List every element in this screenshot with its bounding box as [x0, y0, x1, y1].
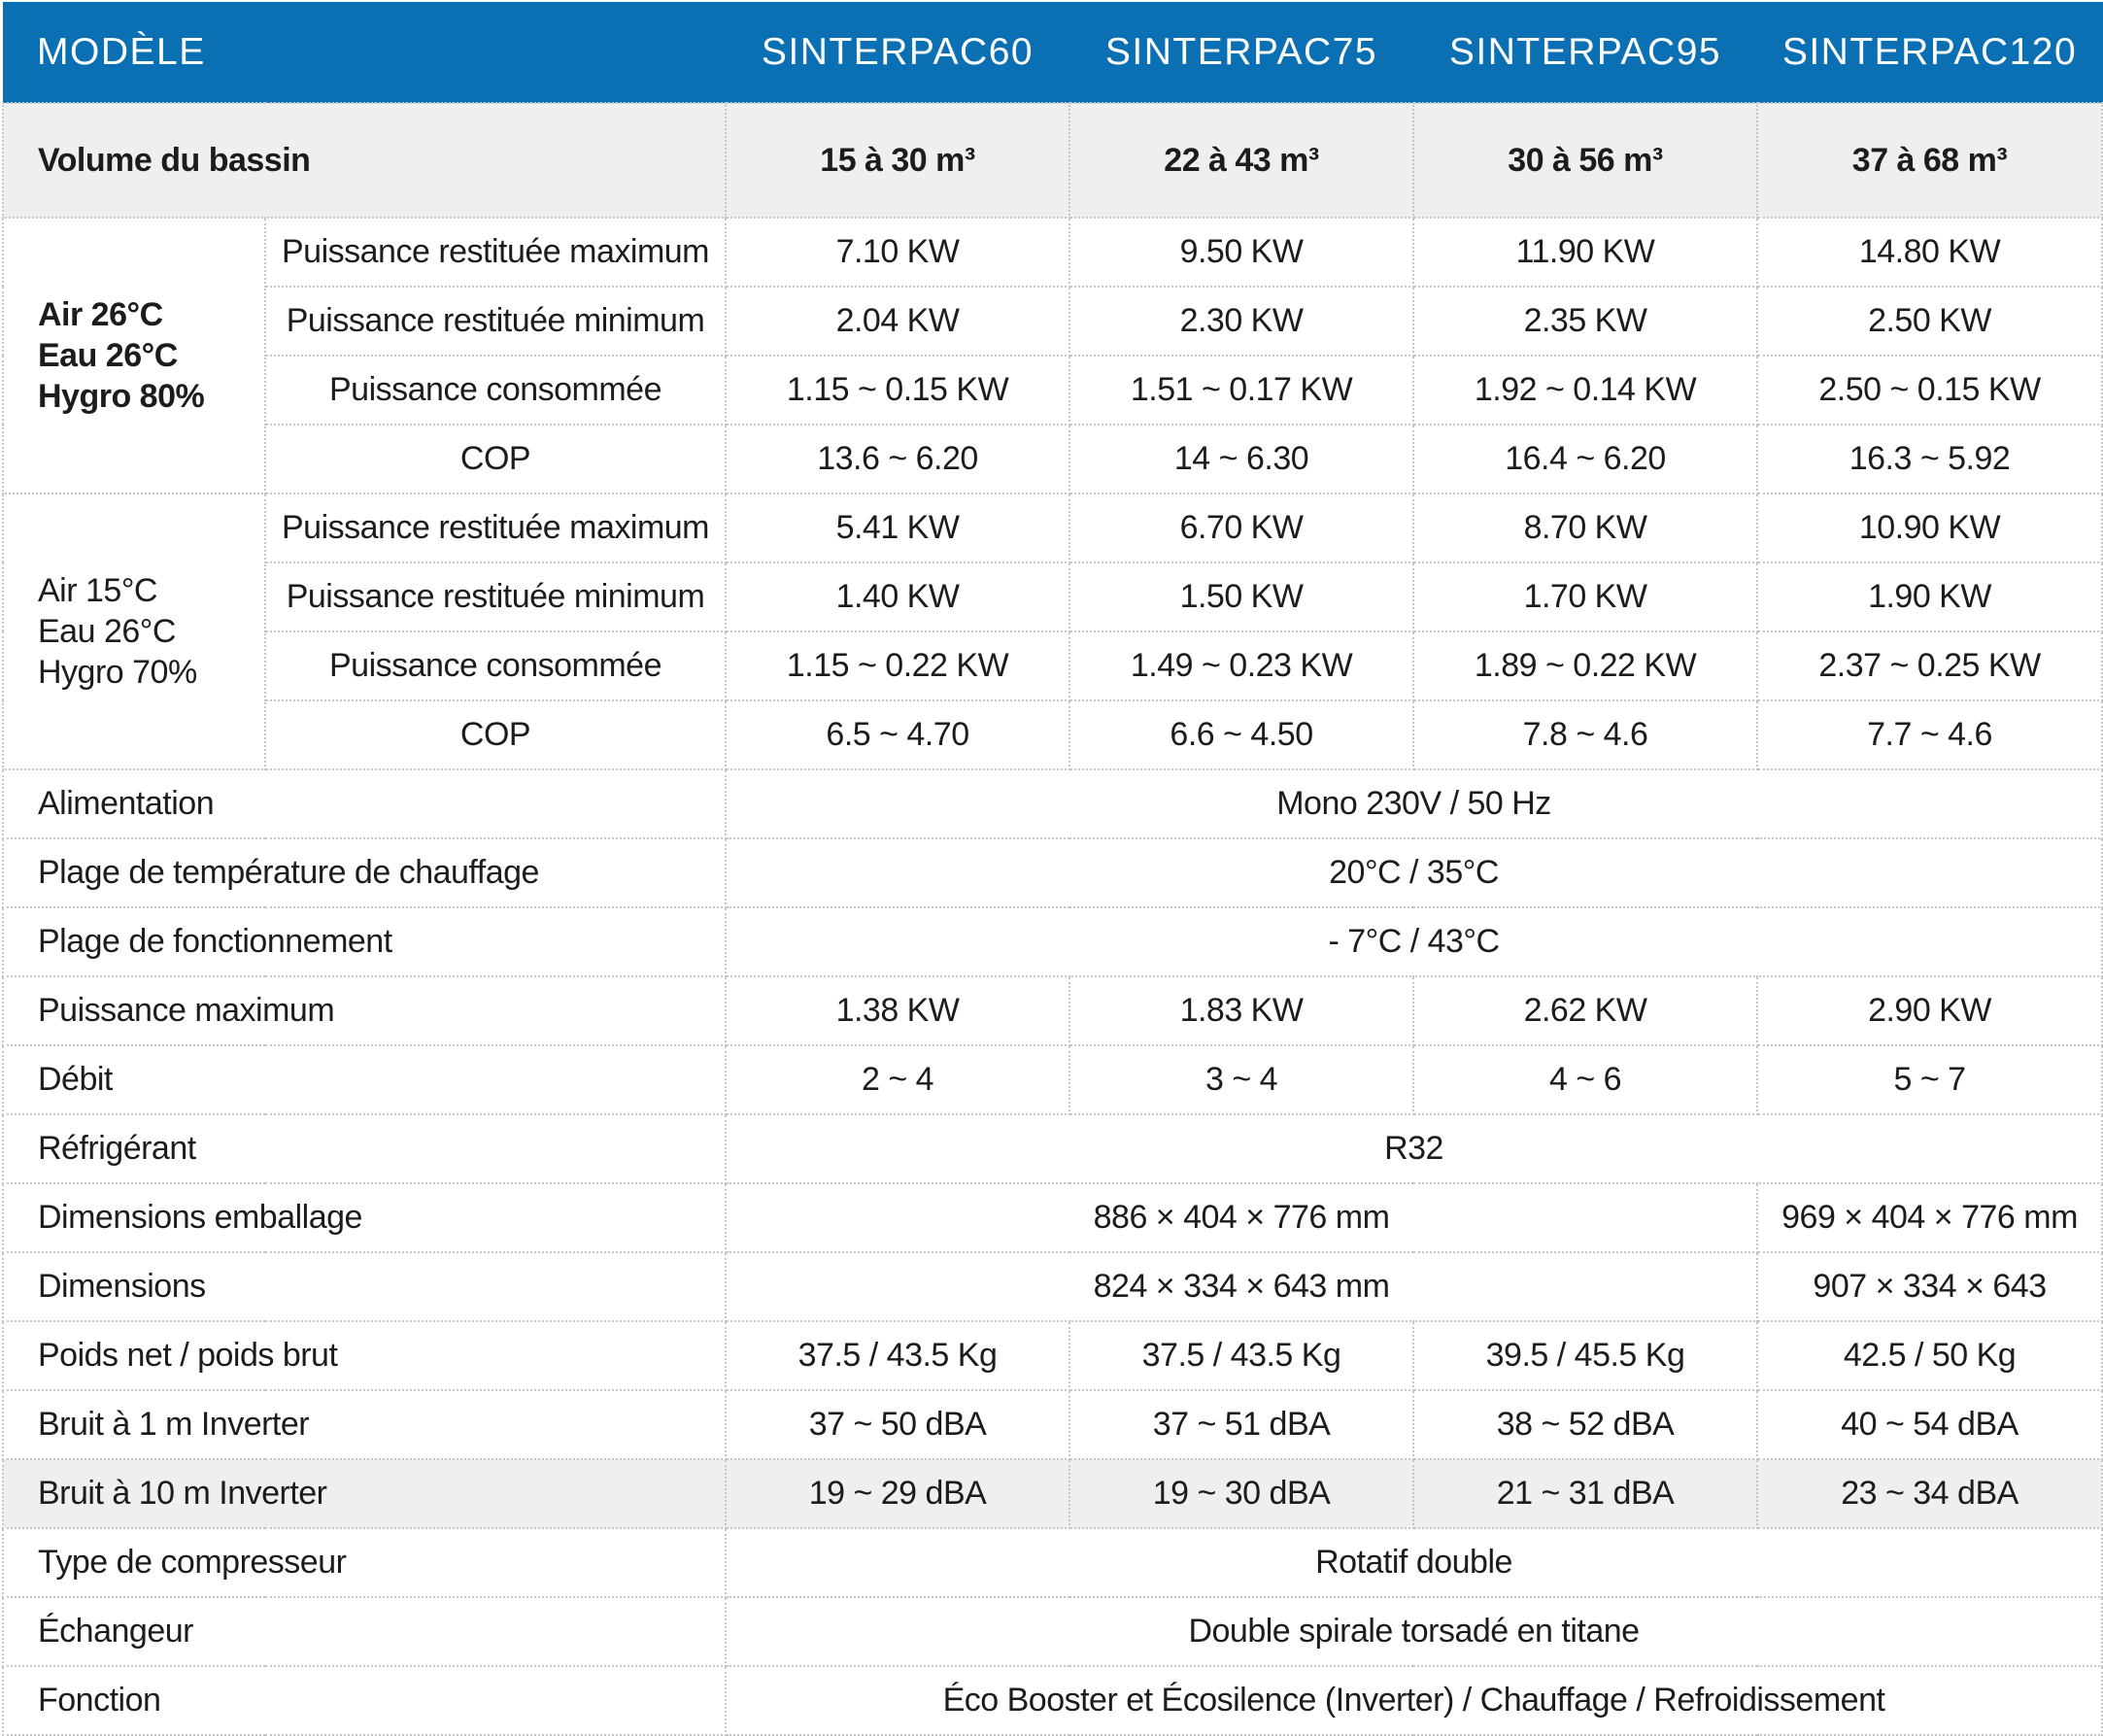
cell-value: Mono 230V / 50 Hz — [726, 769, 2102, 838]
row-label: Dimensions — [3, 1252, 726, 1321]
cell-value: 39.5 / 45.5 Kg — [1413, 1321, 1757, 1390]
cell-value: Double spirale torsadé en titane — [726, 1597, 2102, 1666]
table-header-row — [3, 2, 2102, 103]
cell-value: 37 ~ 50 dBA — [726, 1390, 1069, 1459]
table-row — [3, 1252, 2102, 1321]
model-name: SINTERPAC75 — [1069, 2, 1413, 103]
row-label: Puissance restituée minimum — [265, 287, 726, 356]
row-label: Poids net / poids brut — [3, 1321, 726, 1390]
condition-group-label — [3, 218, 265, 494]
cell-value: 886 × 404 × 776 mm — [726, 1183, 1757, 1252]
cell-value: Rotatif double — [726, 1528, 2102, 1597]
cell-value: 14.80 KW — [1757, 218, 2102, 287]
cell-value: 5.41 KW — [726, 494, 1069, 562]
table-row — [3, 1459, 2102, 1528]
cell-value: 6.5 ~ 4.70 — [726, 700, 1069, 769]
cell-value: 2.37 ~ 0.25 KW — [1757, 631, 2102, 700]
table-row — [3, 976, 2102, 1045]
cell-value: 2.90 KW — [1757, 976, 2102, 1045]
condition-line: Eau 26°C — [38, 613, 176, 650]
cell-value: - 7°C / 43°C — [726, 907, 2102, 976]
model-header: MODÈLE — [3, 2, 726, 103]
table-row — [3, 1390, 2102, 1459]
table-row — [3, 494, 2102, 562]
cell-value: 10.90 KW — [1757, 494, 2102, 562]
cell-value: 7.8 ~ 4.6 — [1413, 700, 1757, 769]
cell-value: 2.62 KW — [1413, 976, 1757, 1045]
cell-value: Éco Booster et Écosilence (Inverter) / Chauffage / Refroidissement — [726, 1666, 2102, 1735]
cell-value: 1.49 ~ 0.23 KW — [1069, 631, 1413, 700]
row-label: Puissance consommée — [265, 356, 726, 425]
cell-value: 1.51 ~ 0.17 KW — [1069, 356, 1413, 425]
cell-value: 6.6 ~ 4.50 — [1069, 700, 1413, 769]
row-label: Débit — [3, 1045, 726, 1114]
cell-value: 2.35 KW — [1413, 287, 1757, 356]
row-label: Alimentation — [3, 769, 726, 838]
cell-value: 13.6 ~ 6.20 — [726, 425, 1069, 494]
row-label: COP — [265, 700, 726, 769]
cell-value: 1.92 ~ 0.14 KW — [1413, 356, 1757, 425]
row-label: Puissance consommée — [265, 631, 726, 700]
cell-value: 969 × 404 × 776 mm — [1757, 1183, 2102, 1252]
cell-value: 19 ~ 29 dBA — [726, 1459, 1069, 1528]
cell-value: 2.50 KW — [1757, 287, 2102, 356]
table-row — [3, 218, 2102, 287]
condition-line: Air 15°C — [38, 572, 157, 609]
table-row — [3, 287, 2102, 356]
cell-value: 38 ~ 52 dBA — [1413, 1390, 1757, 1459]
cell-value: 2.30 KW — [1069, 287, 1413, 356]
row-label: Type de compresseur — [3, 1528, 726, 1597]
table-row — [3, 907, 2102, 976]
table-row — [3, 1597, 2102, 1666]
cell-value: 37 à 68 m³ — [1757, 103, 2102, 218]
table-row — [3, 1666, 2102, 1735]
row-label: Échangeur — [3, 1597, 726, 1666]
cell-value: 4 ~ 6 — [1413, 1045, 1757, 1114]
cell-value: 1.83 KW — [1069, 976, 1413, 1045]
specification-table — [2, 2, 2103, 1736]
cell-value: 5 ~ 7 — [1757, 1045, 2102, 1114]
cell-value: 7.7 ~ 4.6 — [1757, 700, 2102, 769]
condition-line: Hygro 80% — [38, 378, 205, 415]
row-label: Puissance maximum — [3, 976, 726, 1045]
row-label: Bruit à 1 m Inverter — [3, 1390, 726, 1459]
table-row — [3, 1528, 2102, 1597]
cell-value: 37.5 / 43.5 Kg — [1069, 1321, 1413, 1390]
cell-value: 1.38 KW — [726, 976, 1069, 1045]
table-row — [3, 562, 2102, 631]
cell-value: 1.15 ~ 0.22 KW — [726, 631, 1069, 700]
cell-value: 1.40 KW — [726, 562, 1069, 631]
cell-value: 907 × 334 × 643 — [1757, 1252, 2102, 1321]
condition-line: Air 26°C — [38, 296, 163, 333]
row-label: Dimensions emballage — [3, 1183, 726, 1252]
condition-line: Eau 26°C — [38, 337, 178, 374]
cell-value: 3 ~ 4 — [1069, 1045, 1413, 1114]
row-label: Plage de température de chauffage — [3, 838, 726, 907]
cell-value: 20°C / 35°C — [726, 838, 2102, 907]
cell-value: 23 ~ 34 dBA — [1757, 1459, 2102, 1528]
cell-value: 11.90 KW — [1413, 218, 1757, 287]
cell-value: 42.5 / 50 Kg — [1757, 1321, 2102, 1390]
cell-value: 9.50 KW — [1069, 218, 1413, 287]
cell-value: 1.89 ~ 0.22 KW — [1413, 631, 1757, 700]
table-row — [3, 1045, 2102, 1114]
cell-value: 1.15 ~ 0.15 KW — [726, 356, 1069, 425]
cell-value: 16.4 ~ 6.20 — [1413, 425, 1757, 494]
cell-value: 7.10 KW — [726, 218, 1069, 287]
cell-value: 19 ~ 30 dBA — [1069, 1459, 1413, 1528]
cell-value: 1.90 KW — [1757, 562, 2102, 631]
cell-value: 1.70 KW — [1413, 562, 1757, 631]
table-row — [3, 1321, 2102, 1390]
cell-value: 40 ~ 54 dBA — [1757, 1390, 2102, 1459]
model-name: SINTERPAC95 — [1413, 2, 1757, 103]
row-label: Puissance restituée maximum — [265, 218, 726, 287]
cell-value: 2.50 ~ 0.15 KW — [1757, 356, 2102, 425]
cell-value: R32 — [726, 1114, 2102, 1183]
cell-value: 21 ~ 31 dBA — [1413, 1459, 1757, 1528]
table-row — [3, 1183, 2102, 1252]
table-row — [3, 425, 2102, 494]
row-label: Plage de fonctionnement — [3, 907, 726, 976]
cell-value: 1.50 KW — [1069, 562, 1413, 631]
cell-value: 16.3 ~ 5.92 — [1757, 425, 2102, 494]
cell-value: 14 ~ 6.30 — [1069, 425, 1413, 494]
cell-value: 2.04 KW — [726, 287, 1069, 356]
condition-line: Hygro 70% — [38, 654, 197, 691]
row-label: Volume du bassin — [3, 103, 726, 218]
row-label: Fonction — [3, 1666, 726, 1735]
row-label: Puissance restituée maximum — [265, 494, 726, 562]
cell-value: 37.5 / 43.5 Kg — [726, 1321, 1069, 1390]
row-label: Réfrigérant — [3, 1114, 726, 1183]
table-row — [3, 356, 2102, 425]
row-label: Puissance restituée minimum — [265, 562, 726, 631]
cell-value: 8.70 KW — [1413, 494, 1757, 562]
table-row — [3, 700, 2102, 769]
row-label: COP — [265, 425, 726, 494]
volume-row — [3, 103, 2102, 218]
model-name: SINTERPAC120 — [1757, 2, 2102, 103]
table-row — [3, 769, 2102, 838]
cell-value: 15 à 30 m³ — [726, 103, 1069, 218]
row-label: Bruit à 10 m Inverter — [3, 1459, 726, 1528]
table-row — [3, 838, 2102, 907]
table-row — [3, 631, 2102, 700]
table-row — [3, 1114, 2102, 1183]
cell-value: 6.70 KW — [1069, 494, 1413, 562]
cell-value: 37 ~ 51 dBA — [1069, 1390, 1413, 1459]
cell-value: 22 à 43 m³ — [1069, 103, 1413, 218]
condition-group-label — [3, 494, 265, 769]
model-name: SINTERPAC60 — [726, 2, 1069, 103]
cell-value: 2 ~ 4 — [726, 1045, 1069, 1114]
cell-value: 30 à 56 m³ — [1413, 103, 1757, 218]
cell-value: 824 × 334 × 643 mm — [726, 1252, 1757, 1321]
